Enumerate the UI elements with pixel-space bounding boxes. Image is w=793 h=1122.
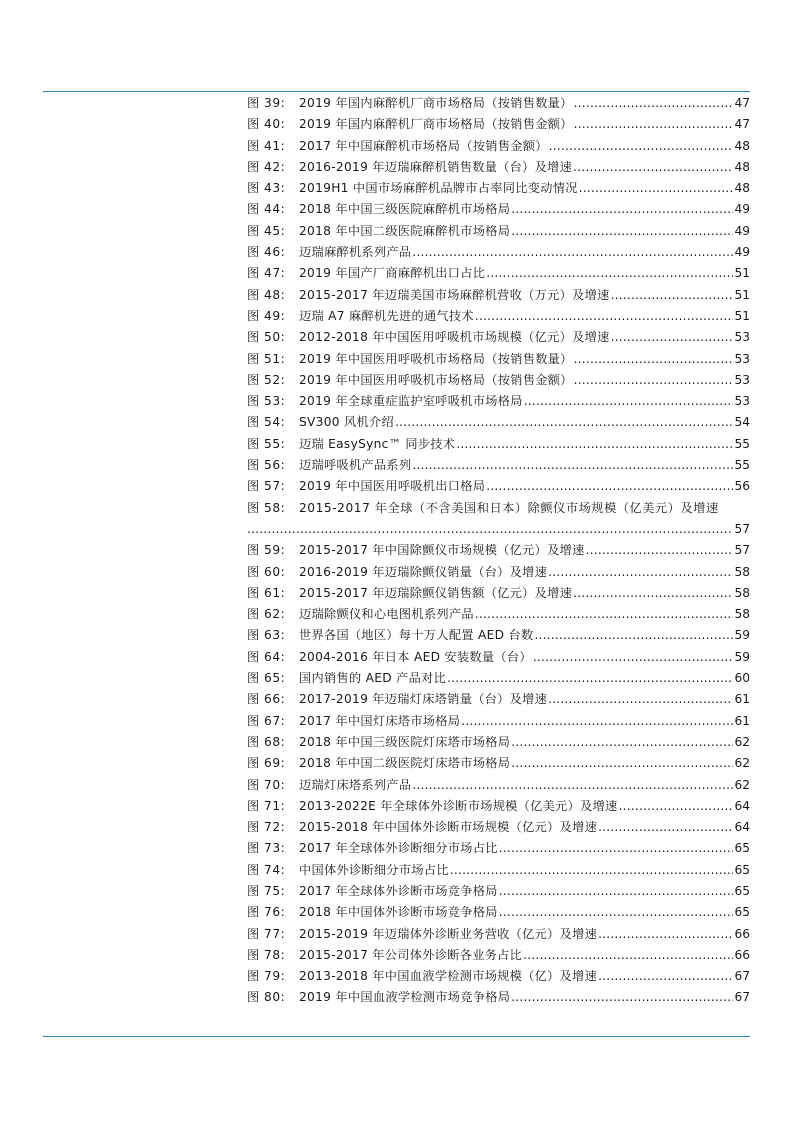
toc-entry[interactable] [247,604,750,625]
figure-title: 迈瑞除颤仪和心电图机系列产品 [299,607,474,622]
page-number: 61 [734,713,750,728]
figure-label: 图 45: [247,223,286,238]
page-number: 64 [734,798,750,813]
page-number: 58 [734,607,750,622]
figure-title: 2013-2018 年中国血液学检测市场规模（亿）及增速 [299,969,598,984]
toc-entry[interactable] [247,327,750,348]
page-number: 64 [734,820,750,835]
figure-title: 2019 年中国医用呼吸机出口格局 [299,479,486,494]
page-number: 53 [734,351,750,366]
dot-leader [486,476,733,497]
toc-entry[interactable] [247,647,750,668]
page-number: 48 [734,138,750,153]
figure-label: 图 63: [247,628,286,643]
figure-title: 2017 年中国灯床塔市场格局 [299,713,461,728]
dot-leader [499,881,734,902]
figure-title: 2019 年中国医用呼吸机市场格局（按销售数量） [299,351,573,366]
figure-title: 2018 年中国二级医院灯床塔市场格局 [299,756,511,771]
toc-entry[interactable] [247,668,750,689]
page-number: 51 [734,308,750,323]
toc-entry[interactable] [247,732,750,753]
toc-entry[interactable] [247,796,750,817]
figure-title: 2016-2019 年迈瑞除颤仪销量（台）及增速 [299,564,548,579]
dot-leader [475,604,734,625]
figure-title: 2015-2017 年全球（不含美国和日本）除颤仪市场规模（亿美元）及增速 [299,500,719,515]
toc-entry[interactable] [247,391,750,412]
figure-title: 2013-2022E 年全球体外诊断市场规模（亿美元）及增速 [299,798,618,813]
page-number: 51 [734,287,750,302]
figure-label: 图 56: [247,458,286,473]
toc-entry[interactable] [247,221,750,242]
toc-entry[interactable] [247,540,750,561]
page-number: 58 [734,585,750,600]
figure-title: 中国体外诊断细分市场占比 [299,862,449,877]
dot-leader [574,93,734,114]
toc-entry[interactable] [247,199,750,220]
page-number: 54 [734,415,750,430]
page-number: 60 [734,671,750,686]
toc-entry[interactable] [247,114,750,135]
toc-entry[interactable] [247,860,750,881]
figure-title: 2016-2019 年迈瑞麻醉机销售数量（台）及增速 [299,159,573,174]
figure-label: 图 59: [247,543,286,558]
figure-title: 2018 年中国二级医院麻醉机市场格局 [299,223,511,238]
dot-leader [511,987,733,1008]
page-number: 57 [734,521,750,536]
figure-label: 图 68: [247,734,286,749]
page-number: 67 [734,990,750,1005]
figure-label: 图 65: [247,671,286,686]
toc-entry[interactable] [247,711,750,732]
figure-label: 图 47: [247,266,286,281]
figure-label: 图 71: [247,798,286,813]
dot-leader [511,199,733,220]
figure-title: 2019 年国内麻醉机厂商市场格局（按销售数量） [299,96,573,110]
toc-entry[interactable] [247,285,750,306]
figure-title: 世界各国（地区）每十万人配置 AED 台数 [299,628,534,643]
figure-title: 2015-2017 年中国除颤仪市场规模（亿元）及增速 [299,543,585,558]
toc-entry[interactable] [247,455,750,476]
dot-leader [579,178,734,199]
toc-entry[interactable] [247,966,750,987]
figure-title: 2015-2017 年公司体外诊断各业务占比 [299,947,523,962]
page-number: 57 [734,543,750,558]
dot-leader [574,370,734,391]
figure-label: 图 66: [247,692,286,707]
figure-title: 2015-2017 年迈瑞除颤仪销售额（亿元）及增速 [299,585,573,600]
figure-title: 2019 年中国医用呼吸机市场格局（按销售金额） [299,372,573,387]
toc-entry[interactable] [247,136,750,157]
dot-leader [511,221,733,242]
page-number: 61 [734,692,750,707]
dot-leader [619,796,734,817]
figure-title: 2018 年中国三级医院灯床塔市场格局 [299,734,511,749]
figure-label: 图 61: [247,585,286,600]
figure-title: 2015-2017 年迈瑞美国市场麻醉机营收（万元）及增速 [299,287,610,302]
page-number: 66 [734,926,750,941]
figure-label: 图 62: [247,607,286,622]
page-number: 53 [734,394,750,409]
page-number: 62 [734,756,750,771]
figure-label: 图 73: [247,841,286,856]
dot-leader [611,285,734,306]
dot-leader [524,391,734,412]
toc-entry[interactable] [247,498,750,541]
page-number: 55 [734,458,750,473]
figure-label: 图 53: [247,394,286,409]
dot-leader [499,838,734,859]
figure-label: 图 46: [247,245,286,260]
figure-label: 图 64: [247,649,286,664]
dot-leader [456,434,733,455]
figure-label: 图 78: [247,947,286,962]
page-number: 49 [734,223,750,238]
figure-title: 2015-2018 年中国体外诊断市场规模（亿元）及增速 [299,820,598,835]
toc-entry[interactable] [247,562,750,583]
dot-leader [461,711,733,732]
figure-label: 图 70: [247,777,286,792]
toc-entry[interactable] [247,370,750,391]
figure-title: 国内销售的 AED 产品对比 [299,671,447,686]
figure-label: 图 74: [247,862,286,877]
page-number: 49 [734,202,750,217]
dot-leader [573,157,733,178]
figure-label: 图 57: [247,479,286,494]
toc-entry[interactable] [247,93,750,114]
figure-label: 图 41: [247,138,286,153]
figure-title: 迈瑞 EasySync™ 同步技术 [299,436,456,451]
figure-label: 图 50: [247,330,286,345]
header-rule [43,91,750,92]
figure-title: 2019H1 中国市场麻醉机品牌市占率同比变动情况 [299,181,578,196]
page-number: 48 [734,181,750,196]
toc-entry[interactable] [247,242,750,263]
dot-leader [573,583,733,604]
figure-label: 图 60: [247,564,286,579]
figure-label: 图 51: [247,351,286,366]
toc-entry[interactable] [247,838,750,859]
dot-leader [598,817,733,838]
figure-title: 2019 年国内麻醉机厂商市场格局（按销售金额） [299,117,573,132]
dot-leader [475,306,734,327]
figure-label: 图 42: [247,159,286,174]
figure-label: 图 79: [247,969,286,984]
figure-title: 迈瑞呼吸机产品系列 [299,458,412,473]
page-number: 66 [734,947,750,962]
page-number: 51 [734,266,750,281]
page-number: 65 [734,841,750,856]
toc-entry[interactable] [247,987,750,1008]
toc-entry[interactable] [247,178,750,199]
toc-entry[interactable] [247,902,750,923]
dot-leader [247,519,733,540]
figure-title: 2004-2016 年日本 AED 安装数量（台） [299,649,532,664]
figure-title: 2017 年中国麻醉机市场格局（按销售金额） [299,138,548,153]
figure-label: 图 54: [247,415,286,430]
page-number: 53 [734,330,750,345]
page-number: 47 [734,117,750,132]
figure-title: 2017-2019 年迈瑞灯床塔销量（台）及增速 [299,692,548,707]
figure-title: 2015-2019 年迈瑞体外诊断业务营收（亿元）及增速 [299,926,598,941]
page-number: 49 [734,245,750,260]
figure-label: 图 44: [247,202,286,217]
toc-entry[interactable] [247,924,750,945]
page-number: 47 [734,96,750,110]
figure-title: 2019 年全球重症监护室呼吸机市场格局 [299,394,523,409]
toc-entry[interactable] [247,775,750,796]
dot-leader [534,625,733,646]
figure-label: 图 67: [247,713,286,728]
figure-label: 图 75: [247,883,286,898]
dot-leader [598,966,733,987]
toc-entry[interactable] [247,263,750,284]
figure-label: 图 48: [247,287,286,302]
figure-label: 图 40: [247,117,286,132]
page-number: 65 [734,883,750,898]
dot-leader [412,242,733,263]
dot-leader [499,902,734,923]
toc-entry[interactable] [247,753,750,774]
page-number: 62 [734,734,750,749]
dot-leader [533,647,734,668]
page-number: 53 [734,372,750,387]
figure-index-list [247,93,750,1009]
figure-title: 2019 年中国血液学检测市场竞争格局 [299,990,511,1005]
dot-leader [598,924,733,945]
toc-entry[interactable] [247,157,750,178]
page-number: 56 [734,479,750,494]
page-number: 65 [734,862,750,877]
figure-title: 2017 年全球体外诊断细分市场占比 [299,841,498,856]
dot-leader [548,689,733,710]
toc-entry[interactable] [247,625,750,646]
dot-leader [574,114,734,135]
toc-entry[interactable] [247,689,750,710]
page-number: 55 [734,436,750,451]
figure-label: 图 77: [247,926,286,941]
figure-title: 迈瑞灯床塔系列产品 [299,777,412,792]
figure-label: 图 43: [247,181,286,196]
page-number: 58 [734,564,750,579]
figure-label: 图 76: [247,905,286,920]
figure-label: 图 52: [247,372,286,387]
page-number: 48 [734,159,750,174]
dot-leader [412,455,733,476]
toc-entry[interactable] [247,881,750,902]
figure-title: 迈瑞麻醉机系列产品 [299,245,412,260]
figure-title: 2018 年中国三级医院麻醉机市场格局 [299,202,511,217]
page-number: 59 [734,649,750,664]
dot-leader [586,540,734,561]
figure-title: 2017 年全球体外诊断市场竞争格局 [299,883,498,898]
dot-leader [486,263,733,284]
figure-title: 2018 年中国体外诊断市场竞争格局 [299,905,498,920]
dot-leader [511,732,733,753]
figure-label: 图 69: [247,756,286,771]
dot-leader [523,945,733,966]
page-number: 65 [734,905,750,920]
toc-entry[interactable] [247,476,750,497]
figure-label: 图 49: [247,308,286,323]
figure-title: 2019 年国产厂商麻醉机出口占比 [299,266,486,281]
dot-leader [395,412,734,433]
page-number: 62 [734,777,750,792]
toc-entry[interactable] [247,349,750,370]
toc-entry[interactable] [247,306,750,327]
figure-title: 2012-2018 年中国医用呼吸机市场规模（亿元）及增速 [299,330,610,345]
dot-leader [447,668,733,689]
figure-label: 图 39: [247,96,286,110]
toc-entry[interactable] [247,583,750,604]
toc-entry[interactable] [247,412,750,433]
figure-label: 图 80: [247,990,286,1005]
toc-entry[interactable] [247,434,750,455]
toc-entry[interactable] [247,817,750,838]
figure-label: 图 55: [247,436,286,451]
figure-title: 迈瑞 A7 麻醉机先进的通气技术 [299,308,474,323]
dot-leader [549,136,734,157]
figure-label: 图 58: [247,500,286,515]
page-number: 67 [734,969,750,984]
dot-leader [511,753,733,774]
dot-leader [548,562,733,583]
dot-leader [611,327,734,348]
dot-leader [412,775,733,796]
figure-label: 图 72: [247,820,286,835]
figure-title: SV300 风机介绍 [299,415,394,430]
dot-leader [574,349,734,370]
toc-entry[interactable] [247,945,750,966]
dot-leader [450,860,734,881]
footer-rule [43,1036,750,1037]
page-number: 59 [734,628,750,643]
